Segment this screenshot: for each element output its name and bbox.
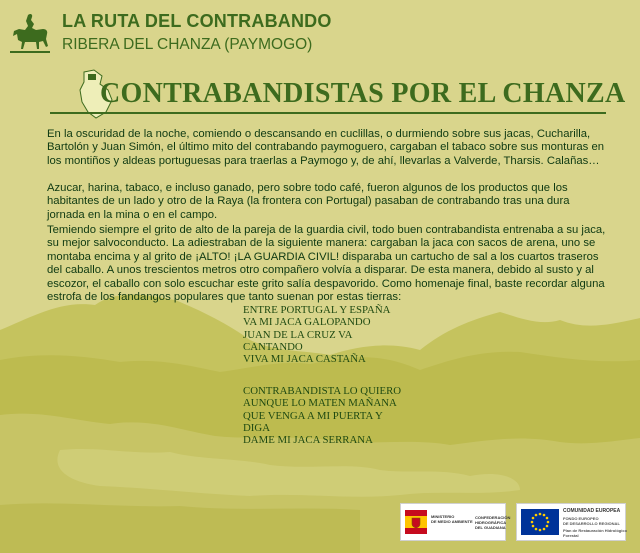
verse-line: QUE VENGA A MI PUERTA Y [243, 409, 383, 422]
eu-logos [516, 503, 626, 541]
paragraph-intro: En la oscuridad de la noche, comiendo o descansando en cuclillas, o durmiendo sobre sus jacas, Cucharilla, Bartolón y Juan Simón, el último mito del contrabando paymoguero, cargaban el tabaco sobre sus monturas en los montiños y aldeas portuguesas para traerlas a Paymogo y, de ahí, llevarlas a Valverde, Tharsis. Calañas… [47, 128, 605, 167]
paragraph-products: Azucar, harina, tabaco, e incluso ganado, pero sobre todo café, fueron algunos de los productos que los habitantes de un lado y otro de la Raya (la frontera con Portugal) pasaban de contrabando tras una dura jornada en la mina o en el campo. [47, 182, 570, 221]
spain-coat-of-arms-icon [405, 510, 427, 534]
horse-rider-icon [10, 12, 50, 56]
title-divider [50, 112, 606, 114]
verse-line: VA MI JACA GALOPANDO [243, 316, 371, 329]
verse-line: JUAN DE LA CRUZ VA [243, 328, 353, 341]
verse-line: DIGA [243, 421, 270, 434]
eu-community-label: COMUNIDAD EUROPEA [563, 508, 621, 514]
verse-line: CANTANDO [243, 340, 303, 353]
verse-line: AUNQUE LO MATEN MAÑANA [243, 397, 397, 410]
verse-line: VIVA MI JACA CASTAÑA [243, 353, 366, 366]
eu-flag-icon [521, 509, 559, 535]
fandango-verse-1 [243, 304, 390, 365]
fandango-verse-2 [243, 385, 401, 446]
spain-government-logos [400, 503, 511, 541]
eu-fund-label: FONDO EUROPEO DE DESARROLLO REGIONAL [563, 516, 620, 526]
route-subtitle: RIBERA DEL CHANZA (PAYMOGO) [62, 36, 313, 53]
route-title: LA RUTA DEL CONTRABANDO [62, 11, 332, 31]
confederation-name: CONFEDERACIÓN HIDROGRÁFICA DEL GUADIANA [475, 515, 511, 530]
page-title: CONTRABANDISTAS POR EL CHANZA [100, 78, 626, 109]
verse-line: ENTRE PORTUGAL Y ESPAÑA [243, 304, 391, 316]
verse-line: DAME MI JACA SERRANA [243, 434, 373, 447]
verse-line: CONTRABANDISTA LO QUIERO [243, 385, 402, 397]
ministry-name: MINISTERIO DE MEDIO AMBIENTE [431, 514, 473, 524]
eu-plan-label: Plan de Restauración Hidrológico Forestal [563, 528, 628, 538]
paragraph-training: Temiendo siempre el grito de alto de la pareja de la guardia civil, todo buen contrabandista entrenaba a su jaca, su mejor salvoconducto. La adiestraban de la siguiente manera: cargaban la jaca con sacos de arena, uno se montaba encima y al grito de ¡ALTO! ¡LA GUARDIA CIVIL! disparaba un cartucho de sal a los cuartos traseros del caballo. A unos trescientos metros otro compañero volvía a disparar. De esta manera, debido al susto y al escozor, el caballo con solo escuchar este grito salía despavorido. Como homenaje final, baste recordar alguna estrofa de los fandangos populares que tanto suenan por estas tierras: [47, 224, 606, 304]
